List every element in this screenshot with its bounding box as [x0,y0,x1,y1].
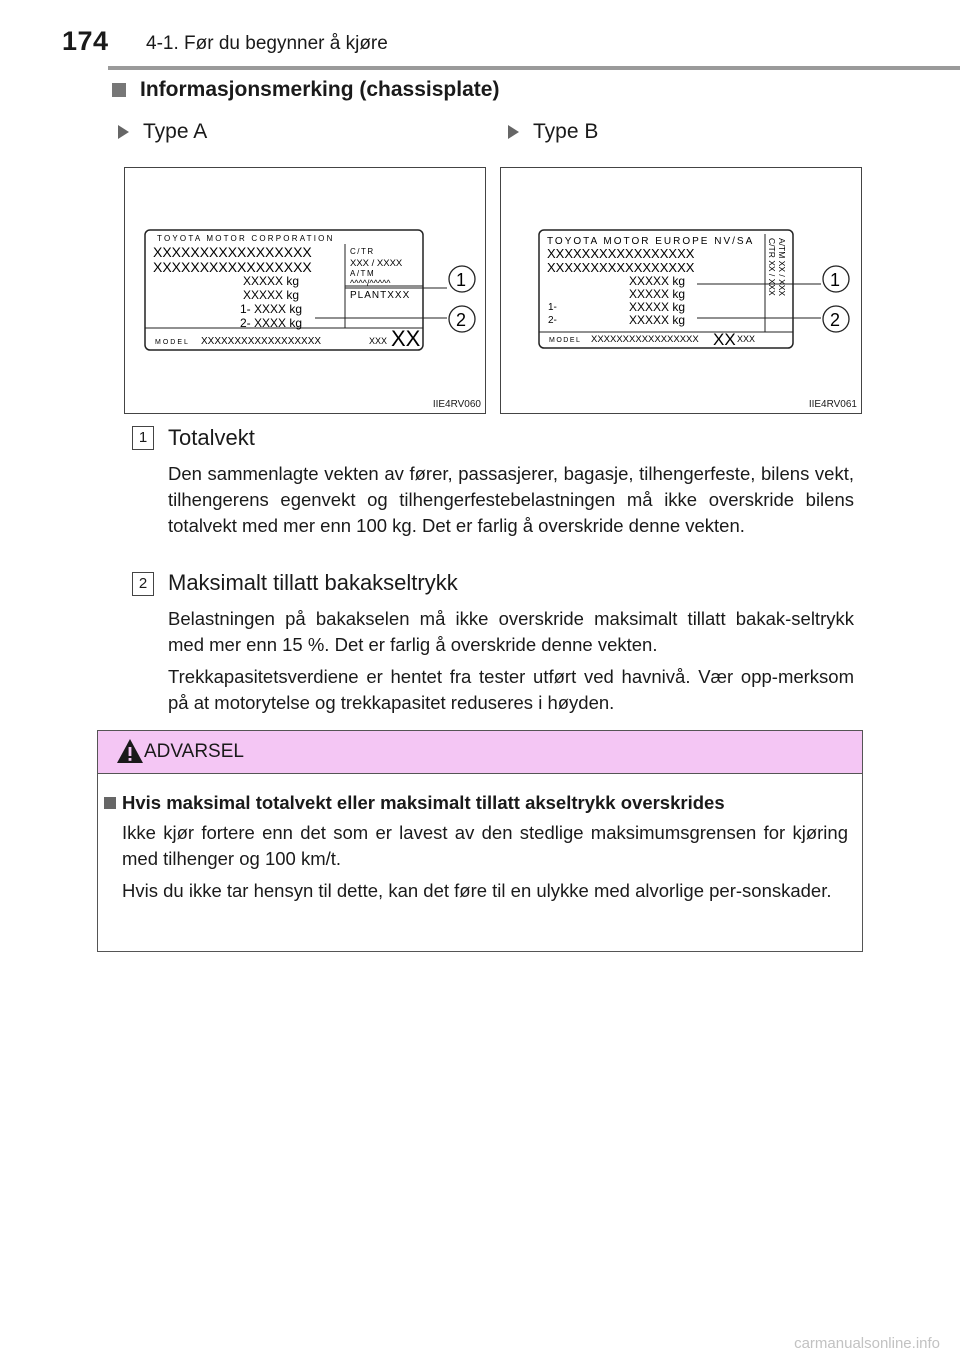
item-title-bakakseltrykk: Maksimalt tillatt bakakseltrykk [168,570,458,595]
plate-weight-4-prefix: 2- [548,315,557,326]
type-a-label [118,120,207,144]
plate-ctr-value: XXX / XXXX [350,258,403,269]
section-title [112,78,499,102]
plate-ctr: C/TR [350,247,375,256]
figure-code: IIE4RV061 [808,399,857,410]
plate-line-2: XXXXXXXXXXXXXXXXX [153,259,312,275]
plate-model-value: XXXXXXXXXXXXXXXXXX [201,336,322,347]
header-rule [108,66,960,70]
type-a-caption: Type A [143,120,208,143]
page-number: 174 [62,26,109,56]
chapter-title: 4-1. Før du begynner å kjøre [146,33,388,54]
triangle-bullet-icon [118,125,129,139]
warning-paragraph-2: Hvis du ikke tar hensyn til dette, kan det føre til en ulykke med alvorlige per-sonskader. [122,880,832,901]
plate-line-1: XXXXXXXXXXXXXXXXX [153,244,312,260]
plate-model-value: XXXXXXXXXXXXXXXXX [591,334,699,345]
item-number-2: 2 [132,572,154,596]
item-1-paragraph: Den sammenlagte vekten av fører, passasjerer, bagasje, tilhengerfeste, bilens vekt, tilhengerens egenvekt og tilhengerfestebelastningen må ikke overskride bilens totalvekt med mer enn 100 kg. Det er farlig å overskride denne vekten. [168,463,854,536]
plate-line-2: XXXXXXXXXXXXXXXXX [547,260,695,275]
plate-xxx: XXX [369,336,388,346]
plate-model-label: MODEL [155,339,190,346]
warning-subtitle-text: Hvis maksimal totalvekt eller maksimalt tillatt akseltrykk overskrides [122,792,725,813]
plate-weight-1: XXXXX kg [243,274,300,288]
plate-weight-1: XXXXX kg [629,274,686,288]
warning-title: ADVARSEL [144,741,244,762]
plate-weight-4: XXXXX kg [629,313,686,327]
warning-box [97,730,863,952]
figure-type-a [124,167,486,414]
square-bullet-icon [112,83,126,97]
warning-header [98,731,862,774]
watermark: carmanualsonline.info [794,1335,940,1352]
callout-number-2: 2 [456,310,467,330]
section-title-text: Informasjonsmerking (chassisplate) [140,78,500,101]
type-b-caption: Type B [533,120,599,143]
plate-maker: TOYOTA MOTOR EUROPE NV/SA [547,236,755,247]
plate-atm-value: ^^^^/^^^^^ [350,278,391,288]
plate-weight-2: XXXXX kg [629,287,686,301]
plate-maker: TOYOTA MOTOR CORPORATION [157,234,335,243]
warning-subtitle [104,792,725,814]
triangle-bullet-icon [508,125,519,139]
callout-number-1: 1 [456,270,467,290]
callout-number-2: 2 [830,310,841,330]
figure-code: IIE4RV060 [432,399,481,410]
plate-weight-4: 2- XXXX kg [240,316,303,330]
plate-model-label: MODEL [549,337,582,344]
callout-number-1: 1 [830,270,841,290]
item-title-totalvekt: Totalvekt [168,425,255,450]
plate-weight-3: XXXXX kg [629,300,686,314]
plate-plant: PLANTXXX [350,290,411,301]
plate-weight-2: XXXXX kg [243,288,300,302]
plate-big-xx: XX [391,326,421,351]
item-2-paragraph-2: Trekkapasitetsverdiene er hentet fra tester utført ved havnivå. Vær opp-merksom på at motorytelse og trekkapasitet reduseres i høyden. [168,666,854,713]
plate-side-atm: A/TM XX / XXX [777,238,787,297]
item-2-paragraph-1: Belastningen på bakakselen må ikke overskride maksimalt tillatt bakak-seltrykk med mer enn 15 %. Det er farlig å overskride denne vekten. [168,608,854,655]
item-number-1: 1 [132,426,154,450]
warning-triangle-icon [116,737,144,765]
plate-big-xx: XX [713,330,736,349]
plate-xxx: XXX [737,334,756,344]
warning-paragraph-1: Ikke kjør fortere enn det som er lavest av den stedlige maksimumsgrensen for kjøring med tilhenger og 100 km/t. [122,822,848,869]
type-b-label [508,120,598,144]
plate-atm: A/TM [350,269,376,278]
square-bullet-icon [104,797,116,809]
plate-type-a-illustration [125,168,485,413]
plate-weight-3-prefix: 1- [548,302,557,313]
plate-line-1: XXXXXXXXXXXXXXXXX [547,246,695,261]
plate-side-ctr: C/TR XX / XXX [767,238,777,296]
figure-type-b [500,167,862,414]
plate-type-b-illustration [501,168,861,413]
plate-weight-3: 1- XXXX kg [240,302,303,316]
